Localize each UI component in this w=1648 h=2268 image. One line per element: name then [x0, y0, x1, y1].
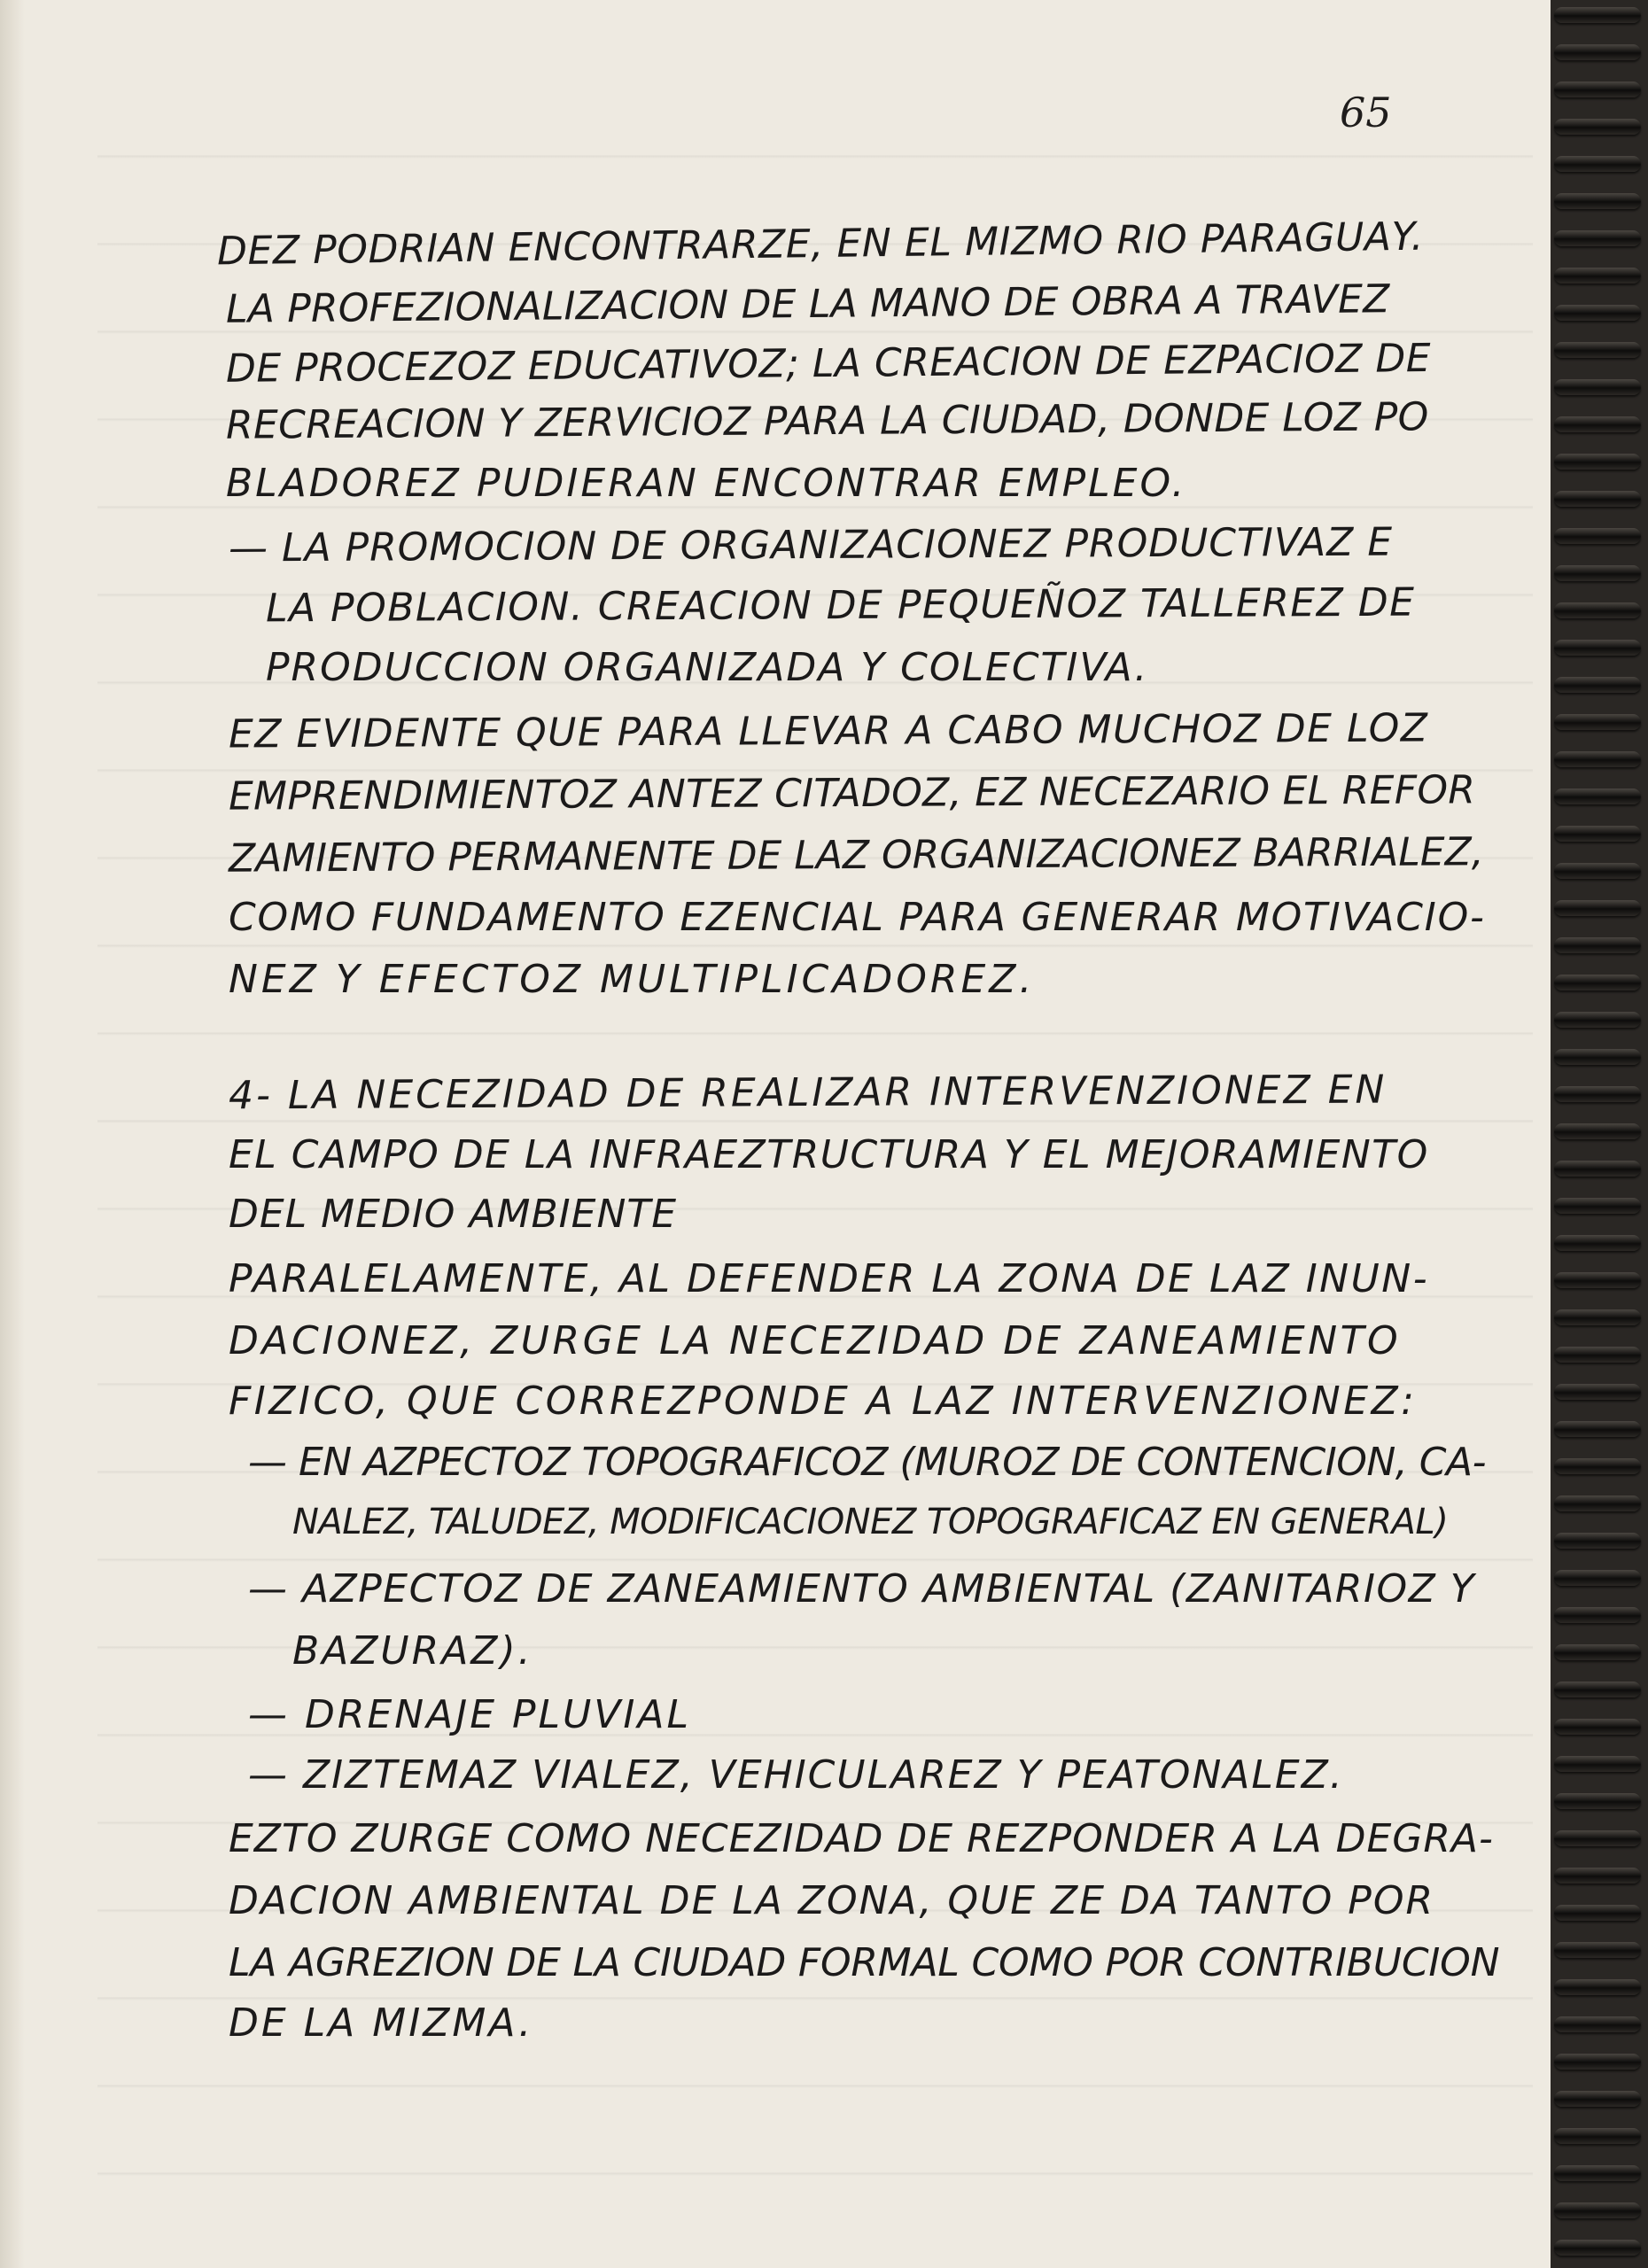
spiral-coil [1554, 1607, 1641, 1623]
text-line: — EN AZPECTOZ TOPOGRAFICOZ (MUROZ DE CONTENCION, CA- [248, 1440, 1486, 1485]
spiral-coil [1554, 1868, 1641, 1884]
spiral-coil [1554, 1533, 1641, 1549]
spiral-coil [1554, 379, 1641, 395]
spiral-coil [1554, 826, 1641, 842]
spiral-coil [1554, 788, 1641, 804]
text-line: DACION AMBIENTAL DE LA ZONA, QUE ZE DA TANTO POR [229, 1878, 1435, 1923]
text-line: PRODUCCION ORGANIZADA Y COLECTIVA. [266, 645, 1149, 690]
spiral-coil [1554, 1086, 1641, 1102]
spiral-coil [1554, 268, 1641, 284]
spiral-coil [1554, 342, 1641, 358]
spiral-coil [1554, 1830, 1641, 1846]
spiral-coil [1554, 82, 1641, 97]
spiral-coil [1554, 1719, 1641, 1735]
spiral-coil [1554, 491, 1641, 507]
spiral-coil [1554, 863, 1641, 879]
text-line: EZ EVIDENTE QUE PARA LLEVAR A CABO MUCHOZ DE LOZ [228, 705, 1429, 757]
text-line: BLADOREZ PUDIERAN ENCONTRAR EMPLEO. [226, 461, 1187, 506]
text-line: COMO FUNDAMENTO EZENCIAL PARA GENERAR MOTIVACIO- [229, 895, 1486, 940]
text-line: DACIONEZ, ZURGE LA NECEZIDAD DE ZANEAMIENTO [229, 1318, 1402, 1363]
text-line: DE LA MIZMA. [229, 2000, 534, 2046]
spiral-coil [1554, 1495, 1641, 1511]
spiral-coil [1554, 44, 1641, 60]
spiral-coil [1554, 528, 1641, 544]
text-line: LA AGREZION DE LA CIUDAD FORMAL COMO POR CONTRIBUCION [229, 1940, 1500, 1985]
spiral-coil [1554, 2240, 1641, 2256]
spiral-coil [1554, 193, 1641, 209]
spiral-coil [1554, 714, 1641, 730]
text-line: DEZ PODRIAN ENCONTRARZE, EN EL MIZMO RIO PARAGUAY. [216, 214, 1425, 275]
text-line: NEZ Y EFECTOZ MULTIPLICADOREZ. [229, 957, 1036, 1002]
spiral-coil [1554, 1682, 1641, 1697]
spiral-coil [1554, 1012, 1641, 1028]
page-number: 65 [1340, 89, 1392, 136]
spiral-coil [1554, 454, 1641, 470]
spiral-coil [1554, 7, 1641, 23]
spiral-coil [1554, 937, 1641, 953]
spiral-coil [1554, 119, 1641, 135]
spiral-coil [1554, 1161, 1641, 1177]
text-line: — LA PROMOCION DE ORGANIZACIONEZ PRODUCTIVAZ E [228, 519, 1394, 571]
spiral-coil [1554, 1272, 1641, 1288]
spiral-coil [1554, 1570, 1641, 1586]
spiral-coil [1554, 975, 1641, 990]
spiral-coil [1554, 2054, 1641, 2070]
spiral-coil [1554, 2128, 1641, 2144]
spiral-coil [1554, 1309, 1641, 1325]
text-line: FIZICO, QUE CORREZPONDE A LAZ INTERVENZIONEZ: [229, 1379, 1418, 1424]
text-line: EMPRENDIMIENTOZ ANTEZ CITADOZ, EZ NECEZARIO EL REFOR [228, 767, 1476, 819]
spiral-coil [1554, 1905, 1641, 1921]
spiral-coil [1554, 1347, 1641, 1363]
spiral-coil [1554, 900, 1641, 916]
spiral-coil [1554, 1384, 1641, 1400]
spiral-coil [1554, 1458, 1641, 1474]
spiral-coil [1554, 156, 1641, 172]
text-line: — ZIZTEMAZ VIALEZ, VEHICULAREZ Y PEATONALEZ. [248, 1752, 1344, 1798]
spiral-coil [1554, 640, 1641, 656]
spiral-coil [1554, 2016, 1641, 2032]
text-line: RECREACION Y ZERVICIOZ PARA LA CIUDAD, DONDE LOZ PO [225, 394, 1429, 448]
spiral-coil [1554, 565, 1641, 581]
spiral-coil [1554, 1979, 1641, 1995]
spiral-coil [1554, 751, 1641, 767]
spiral-coil [1554, 2091, 1641, 2107]
spiral-coil [1554, 1198, 1641, 1214]
spiral-coil [1554, 416, 1641, 432]
spiral-binding [1551, 0, 1648, 2268]
text-line: DE PROCEZOZ EDUCATIVOZ; LA CREACION DE EZPACIOZ DE [225, 336, 1432, 392]
spiral-coil [1554, 230, 1641, 246]
text-line: PARALELAMENTE, AL DEFENDER LA ZONA DE LAZ INUN- [229, 1256, 1430, 1301]
text-line: DEL MEDIO AMBIENTE [229, 1192, 678, 1237]
spiral-coil [1554, 602, 1641, 618]
spiral-coil [1554, 1942, 1641, 1958]
spiral-coil [1554, 1644, 1641, 1660]
text-line: ZAMIENTO PERMANENTE DE LAZ ORGANIZACIONEZ BARRIALEZ, [228, 829, 1484, 882]
text-line: — AZPECTOZ DE ZANEAMIENTO AMBIENTAL (ZANITARIOZ Y [248, 1566, 1476, 1612]
text-line: NALEZ, TALUDEZ, MODIFICACIONEZ TOPOGRAFICAZ EN GENERAL) [292, 1502, 1449, 1542]
spiral-coil [1554, 1793, 1641, 1809]
text-line: EZTO ZURGE COMO NECEZIDAD DE REZPONDER A LA DEGRA- [229, 1816, 1494, 1861]
spiral-coil [1554, 305, 1641, 321]
spiral-coil [1554, 1049, 1641, 1065]
spiral-coil [1554, 1756, 1641, 1772]
spiral-coil [1554, 1421, 1641, 1437]
spiral-coil [1554, 2202, 1641, 2218]
text-line: EL CAMPO DE LA INFRAEZTRUCTURA Y EL MEJORAMIENTO [229, 1132, 1429, 1177]
spiral-coil [1554, 1235, 1641, 1251]
spiral-coil [1554, 2165, 1641, 2181]
spiral-coil [1554, 1123, 1641, 1139]
spiral-coil [1554, 677, 1641, 693]
text-line: 4- LA NECEZIDAD DE REALIZAR INTERVENZIONEZ EN [228, 1067, 1388, 1119]
text-line: LA PROFEZIONALIZACION DE LA MANO DE OBRA A TRAVEZ [225, 276, 1390, 332]
text-line: LA POBLACION. CREACION DE PEQUEÑOZ TALLEREZ DE [265, 579, 1416, 632]
text-line: — DRENAJE PLUVIAL [248, 1692, 691, 1737]
text-line: BAZURAZ). [292, 1628, 533, 1674]
